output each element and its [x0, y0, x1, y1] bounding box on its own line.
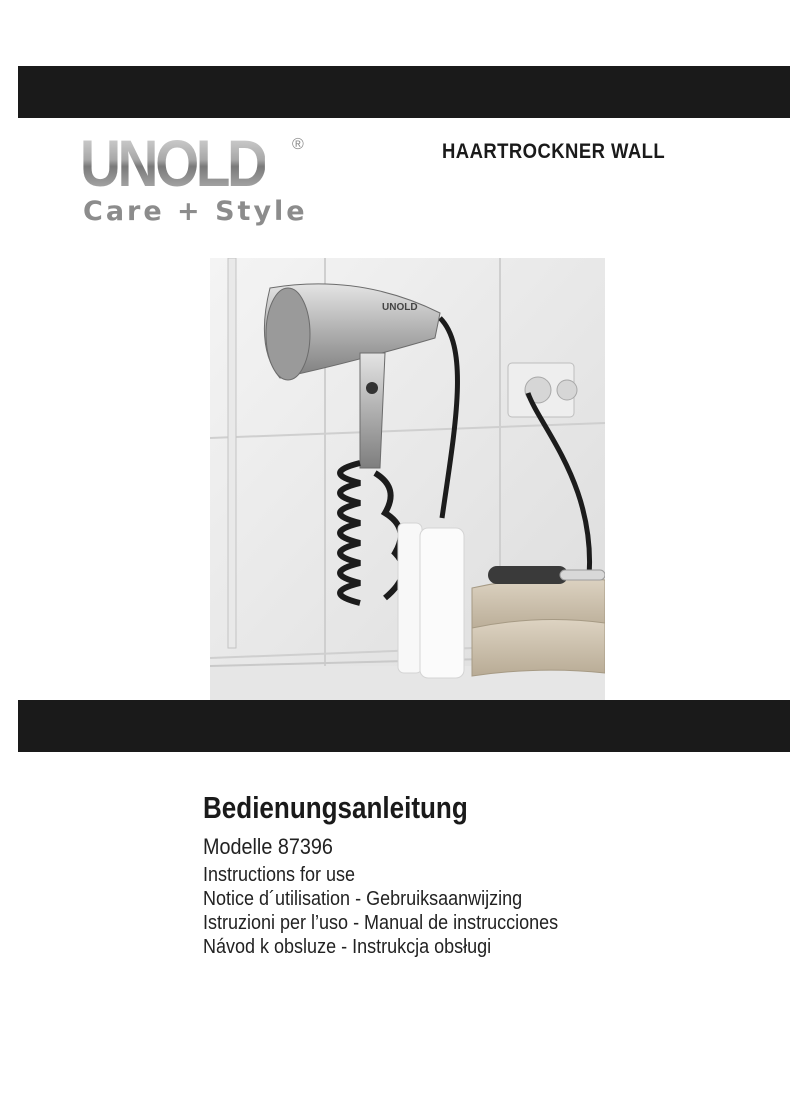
- middle-black-bar: [18, 700, 790, 752]
- logo-tagline: Care + Style: [83, 196, 308, 227]
- model-line: Modelle 87396: [203, 834, 333, 859]
- manual-title: Bedienungsanleitung: [203, 790, 468, 825]
- language-line: Instructions for use: [203, 864, 356, 886]
- language-line: Návod k obsluze - Instrukcja obsługi: [203, 936, 492, 958]
- registered-mark: ®: [292, 136, 304, 153]
- top-black-bar: [18, 66, 790, 118]
- device-brand-label: UNOLD: [382, 302, 418, 313]
- brand-logo: [80, 126, 320, 230]
- product-name: HAARTROCKNER WALL: [442, 140, 666, 163]
- language-line: Notice d´utilisation - Gebruiksaanwijzing: [203, 888, 523, 910]
- language-line: Istruzioni per l’uso - Manual de instrucciones: [203, 912, 559, 934]
- product-photo: [210, 258, 605, 700]
- logo-wordmark: UNOLD: [80, 126, 265, 200]
